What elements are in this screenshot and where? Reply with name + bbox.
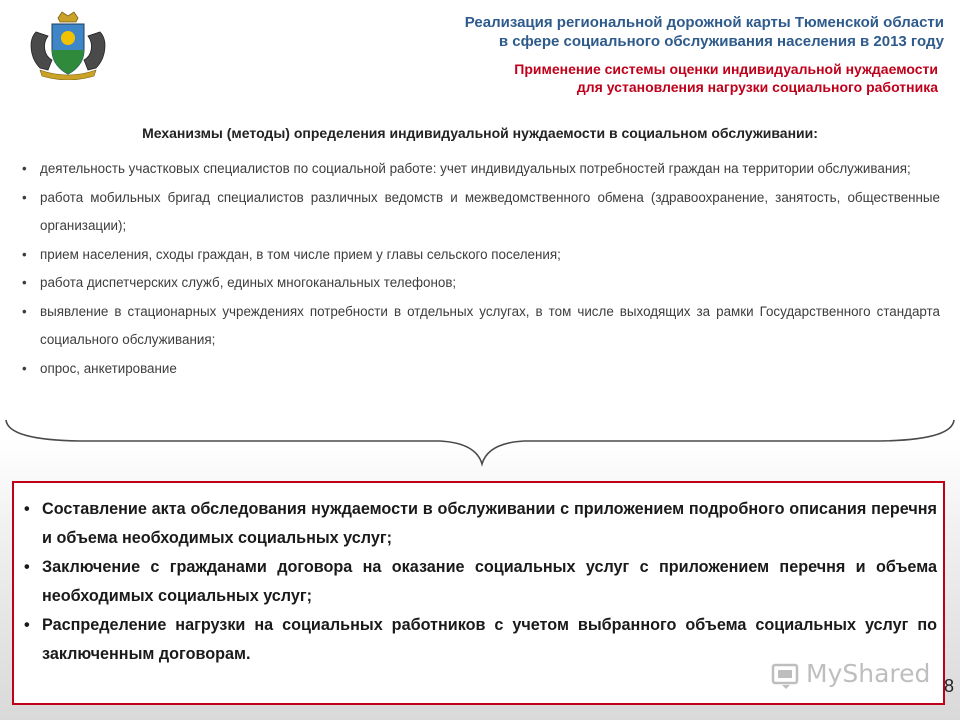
results-list xyxy=(14,483,943,669)
myshared-logo-icon xyxy=(770,659,802,691)
list-item: • выявление в стационарных учреждениях потребности в отдельных услугах, в том числе выходящих за рамки Государственного стандарта социального обслуживания; xyxy=(20,298,940,355)
list-item: • работа мобильных бригад специалистов различных ведомств и межведомственного обмена (здравоохранение, занятость, общественные организации); xyxy=(20,184,940,241)
subtitle-line-2: для установления нагрузки социального работника xyxy=(576,79,938,95)
title-line-1: Реализация региональной дорожной карты Тюменской области xyxy=(464,14,944,31)
list-item: • Заключение с гражданами договора на оказание социальных услуг с приложением перечня и объема необходимых социальных услуг; xyxy=(22,553,937,611)
watermark-text: MyShared xyxy=(806,659,931,688)
list-item: • Составление акта обследования нуждаемости в обслуживании с приложением подробного описания перечня и объема необходимых социальных услуг; xyxy=(22,495,937,553)
subtitle-line-1: Применение системы оценки индивидуальной нуждаемости xyxy=(514,61,938,77)
mechanisms-heading: Механизмы (методы) определения индивидуальной нуждаемости в социальном обслуживании: xyxy=(142,125,818,141)
title-line-2: в сфере социального обслуживания населения в 2013 году xyxy=(498,33,944,50)
coat-of-arms-icon xyxy=(22,10,114,80)
list-item: • Распределение нагрузки на социальных работников с учетом выбранного объема социальных услуг по заключенным договорам. xyxy=(22,611,937,669)
slide-subtitle xyxy=(378,60,938,96)
list-item: • работа диспетчерских служб, единых многоканальных телефонов; xyxy=(20,269,940,298)
list-item: • деятельность участковых специалистов по социальной работе: учет индивидуальных потребностей граждан на территории обслуживания; xyxy=(20,155,940,184)
list-item: • опрос, анкетирование xyxy=(20,355,940,384)
curly-brace-icon xyxy=(0,414,960,470)
page-number: 8 xyxy=(943,676,954,696)
watermark xyxy=(770,655,940,695)
mechanisms-list xyxy=(20,155,940,383)
list-item: • прием населения, сходы граждан, в том числе прием у главы сельского поселения; xyxy=(20,241,940,270)
presentation-title xyxy=(384,13,944,51)
